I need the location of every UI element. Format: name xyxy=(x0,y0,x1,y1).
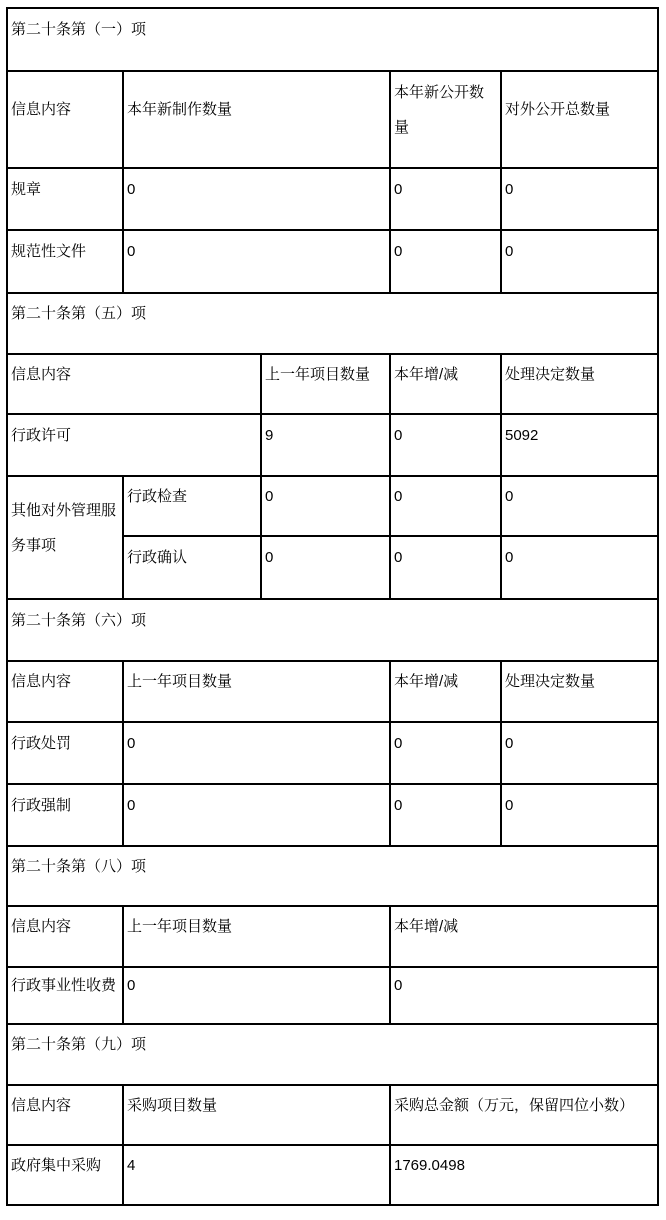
row-label: 行政强制 xyxy=(7,784,123,846)
table-row-gov-procurement xyxy=(7,1145,658,1205)
table-row-normative-docs xyxy=(7,230,658,293)
section-2-header-row xyxy=(7,354,658,414)
section-1-header-new-made: 本年新制作数量 xyxy=(123,71,390,168)
value-cell: 0 xyxy=(501,536,658,599)
table-row-admin-inspection xyxy=(7,476,658,536)
section-1-title-row xyxy=(7,8,658,71)
value-cell: 0 xyxy=(501,168,658,230)
section-2-header-change: 本年增/减 xyxy=(390,354,501,414)
value-cell: 1769.0498 xyxy=(390,1145,658,1205)
row-label: 行政许可 xyxy=(7,414,261,476)
value-cell: 0 xyxy=(501,722,658,784)
table-row-rules xyxy=(7,168,658,230)
disclosure-report-table xyxy=(6,7,659,1206)
value-cell: 4 xyxy=(123,1145,390,1205)
value-cell: 0 xyxy=(261,476,390,536)
section-1-header-total-public: 对外公开总数量 xyxy=(501,71,658,168)
section-4-header-row xyxy=(7,906,658,967)
value-cell: 0 xyxy=(390,476,501,536)
table-row-admin-fees xyxy=(7,967,658,1024)
row-label: 行政事业性收费 xyxy=(7,967,123,1024)
value-cell: 5092 xyxy=(501,414,658,476)
value-cell: 0 xyxy=(123,230,390,293)
row-label: 行政确认 xyxy=(123,536,261,599)
table-row-admin-license xyxy=(7,414,658,476)
value-cell: 0 xyxy=(390,784,501,846)
section-2-title: 第二十条第（五）项 xyxy=(7,293,658,354)
section-4-header-change: 本年增/减 xyxy=(390,906,658,967)
section-2-header-prev-year: 上一年项目数量 xyxy=(261,354,390,414)
value-cell: 0 xyxy=(390,168,501,230)
section-5-header-procure-amount: 采购总金额（万元，保留四位小数） xyxy=(390,1085,658,1145)
value-cell: 0 xyxy=(390,722,501,784)
section-4-title-row xyxy=(7,846,658,906)
section-3-title-row xyxy=(7,599,658,661)
value-cell: 0 xyxy=(390,414,501,476)
value-cell: 0 xyxy=(123,784,390,846)
value-cell: 0 xyxy=(123,967,390,1024)
value-cell: 9 xyxy=(261,414,390,476)
section-5-title-row xyxy=(7,1024,658,1085)
table-row-admin-penalty xyxy=(7,722,658,784)
value-cell: 0 xyxy=(501,476,658,536)
section-1-title: 第二十条第（一）项 xyxy=(7,8,658,71)
section-5-header-info: 信息内容 xyxy=(7,1085,123,1145)
table-row-admin-coercion xyxy=(7,784,658,846)
value-cell: 0 xyxy=(123,168,390,230)
section-4-header-prev-year: 上一年项目数量 xyxy=(123,906,390,967)
row-label: 规章 xyxy=(7,168,123,230)
section-5-title: 第二十条第（九）项 xyxy=(7,1024,658,1085)
section-5-header-procure-count: 采购项目数量 xyxy=(123,1085,390,1145)
group-label-other-services: 其他对外管理服务事项 xyxy=(7,476,123,599)
value-cell: 0 xyxy=(501,230,658,293)
value-cell: 0 xyxy=(501,784,658,846)
section-2-title-row xyxy=(7,293,658,354)
section-5-header-row xyxy=(7,1085,658,1145)
section-3-header-info: 信息内容 xyxy=(7,661,123,722)
value-cell: 0 xyxy=(390,536,501,599)
section-4-title: 第二十条第（八）项 xyxy=(7,846,658,906)
section-1-header-row xyxy=(7,71,658,168)
section-3-header-prev-year: 上一年项目数量 xyxy=(123,661,390,722)
value-cell: 0 xyxy=(390,967,658,1024)
row-label: 规范性文件 xyxy=(7,230,123,293)
value-cell: 0 xyxy=(390,230,501,293)
row-label: 行政检查 xyxy=(123,476,261,536)
value-cell: 0 xyxy=(261,536,390,599)
section-1-header-info: 信息内容 xyxy=(7,71,123,168)
value-cell: 0 xyxy=(123,722,390,784)
section-2-header-decisions: 处理决定数量 xyxy=(501,354,658,414)
section-1-header-new-public: 本年新公开数量 xyxy=(390,71,501,168)
section-4-header-info: 信息内容 xyxy=(7,906,123,967)
section-3-header-decisions: 处理决定数量 xyxy=(501,661,658,722)
section-3-header-row xyxy=(7,661,658,722)
section-3-header-change: 本年增/减 xyxy=(390,661,501,722)
row-label: 行政处罚 xyxy=(7,722,123,784)
section-3-title: 第二十条第（六）项 xyxy=(7,599,658,661)
row-label: 政府集中采购 xyxy=(7,1145,123,1205)
section-2-header-info: 信息内容 xyxy=(7,354,261,414)
